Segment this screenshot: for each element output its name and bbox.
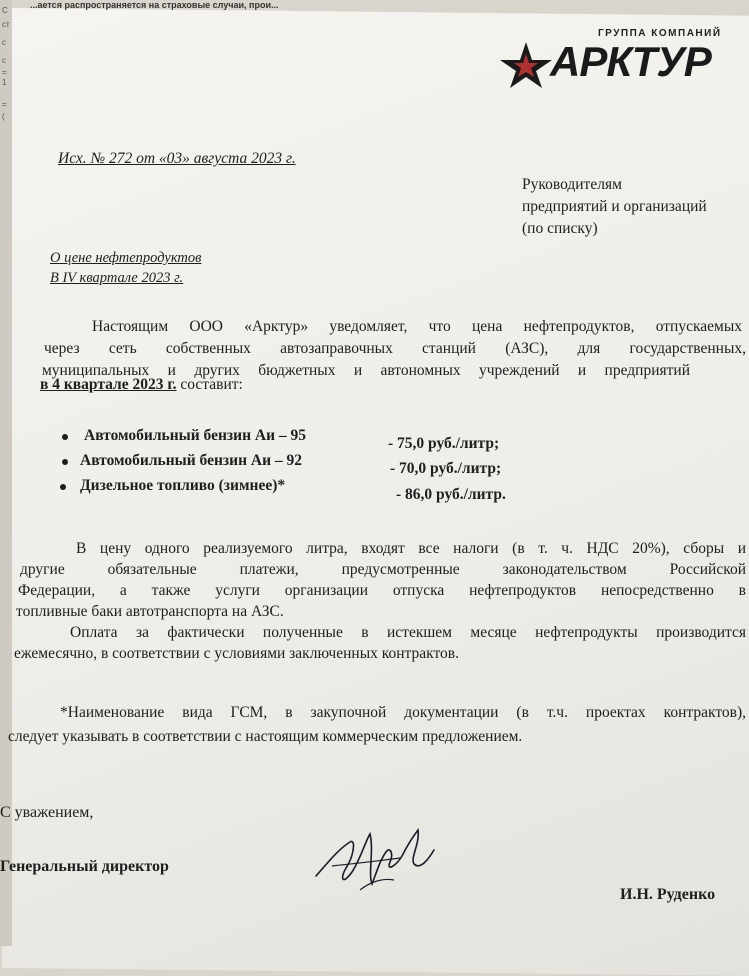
fuel-price: - 86,0 руб./литр.: [396, 486, 506, 503]
para4-line: *Наименование вида ГСМ, в закупочной документации (в т.ч. проектах контрактов),: [60, 704, 746, 721]
period-highlight: в 4 квартале 2023 г.: [40, 376, 177, 393]
outgoing-reference: Исх. № 272 от «03» августа 2023 г.: [58, 150, 296, 167]
signatory-name: И.Н. Руденко: [620, 886, 716, 903]
margin-char: (: [2, 112, 5, 121]
bullet-icon: [60, 484, 66, 490]
position-title: Генеральный директор: [0, 858, 169, 875]
margin-char: с: [2, 56, 6, 65]
subject-line: О цене нефтепродуктов: [50, 250, 202, 266]
intro-period-line: [40, 376, 243, 394]
fuel-price: - 70,0 руб./литр;: [390, 460, 502, 477]
fuel-price: - 75,0 руб./литр;: [388, 435, 500, 452]
bullet-icon: [62, 434, 68, 440]
fuel-item: Дизельное топливо (зимнее)*: [80, 477, 286, 494]
closing: С уважением,: [0, 804, 94, 821]
para2-line: В цену одного реализуемого литра, входят все налоги (в т. ч. НДС 20%), сборы и: [76, 540, 746, 557]
previous-page-text: ...ается распространяется на страховые случаи, прои...: [30, 0, 279, 10]
margin-char: ст: [2, 20, 10, 29]
addressee-line: предприятий и организаций: [522, 198, 707, 215]
intro-tail: составит:: [180, 376, 243, 393]
logo-name: АРКТУР: [550, 38, 711, 85]
signature-icon: [310, 820, 440, 900]
margin-char: =: [2, 68, 7, 77]
intro-line: муниципальных и других бюджетных и автономных учреждений и предприятий: [42, 362, 690, 379]
addressee-line: (по списку): [522, 220, 598, 237]
margin-char: с: [2, 38, 6, 47]
addressee-line: Руководителям: [522, 176, 622, 193]
logo-star-icon: [500, 42, 552, 88]
para2-line: другие обязательные платежи, предусмотренные законодательством Российской: [20, 561, 746, 578]
para3-line: ежемесячно, в соответствии с условиями заключенных контрактов.: [14, 645, 459, 662]
logo-caption: ГРУППА КОМПАНИЙ: [598, 28, 722, 39]
fuel-item: Автомобильный бензин Аи – 92: [80, 452, 303, 469]
intro-line: через сеть собственных автозаправочных станций (АЗС), для государственных,: [44, 340, 746, 357]
intro-line: Настоящим ООО «Арктур» уведомляет, что цена нефтепродуктов, отпускаемых: [92, 318, 742, 335]
margin-char: 1: [2, 78, 7, 87]
para2-line: Федерации, а также услуги организации отпуска нефтепродуктов непосредственно в: [18, 582, 746, 599]
para2-line: топливные баки автотранспорта на АЗС.: [16, 603, 284, 620]
para4-line: следует указывать в соответствии с настоящим коммерческим предложением.: [8, 728, 523, 745]
margin-char: С: [2, 6, 8, 15]
bullet-icon: [62, 459, 68, 465]
company-logo: [500, 28, 749, 88]
para3-line: Оплата за фактически полученные в истекшем месяце нефтепродукты производится: [70, 624, 746, 641]
fuel-item: Автомобильный бензин Аи – 95: [84, 427, 307, 444]
margin-char: =: [2, 100, 7, 109]
subject-line: В IV квартале 2023 г.: [50, 270, 184, 286]
